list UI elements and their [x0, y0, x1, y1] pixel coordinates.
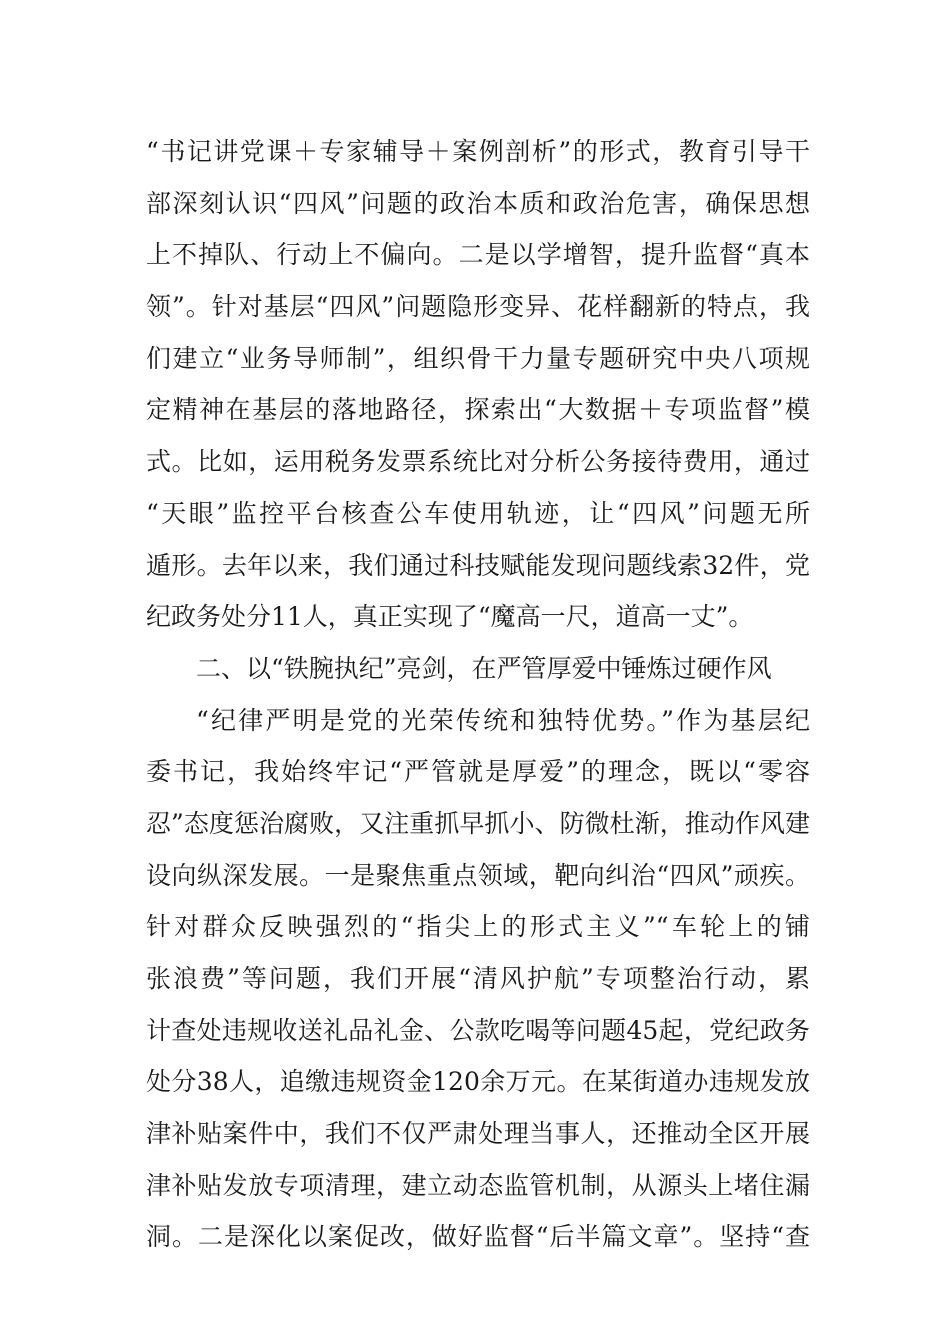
text-line: 部深刻认识“四风”问题的政治本质和政治危害，确保思想: [146, 188, 810, 218]
text-line: 针对群众反映强烈的“指尖上的形式主义”“车轮上的铺: [146, 912, 810, 942]
text-line: 设向纵深发展。一是聚焦重点领域，靶向纠治“四风”顽疾。: [146, 860, 810, 890]
text-line: “书记讲党课＋专家辅导＋案例剖析”的形式，教育引导干: [146, 137, 810, 166]
text-line: 忍”态度惩治腐败，又注重抓早抓小、防微杜渐，推动作风建: [146, 808, 810, 838]
text-line: 定精神在基层的落地路径，探索出“大数据＋专项监督”模: [146, 395, 810, 425]
text-line: 们建立“业务导师制”，组织骨干力量专题研究中央八项规: [146, 343, 810, 373]
text-line: 式。比如，运用税务发票系统比对分析公务接待费用，通过: [146, 447, 810, 477]
text-line: 上不掉队、行动上不偏向。二是以学增智，提升监督“真本: [146, 240, 810, 270]
text-line: 津补贴发放专项清理，建立动态监管机制，从源头上堵住漏: [146, 1170, 810, 1200]
text-line: 处分38人，追缴违规资金120余万元。在某街道办违规发放: [146, 1067, 810, 1097]
text-line: 津补贴案件中，我们不仅严肃处理当事人，还推动全区开展: [146, 1119, 810, 1149]
text-line: “天眼”监控平台核查公车使用轨迹，让“四风”问题无所: [146, 498, 810, 528]
text-line: 张浪费”等问题，我们开展“清风护航”专项整治行动，累: [146, 964, 810, 993]
text-line: 委书记，我始终牢记“严管就是厚爱”的理念，既以“零容: [146, 757, 810, 787]
text-line: 遁形。去年以来，我们通过科技赋能发现问题线索32件，党: [146, 550, 810, 580]
text-line: 领”。针对基层“四风”问题隐形变异、花样翻新的特点，我: [146, 292, 810, 322]
document-body: [146, 126, 810, 1263]
text-line: 计查处违规收送礼品礼金、公款吃喝等问题45起，党纪政务: [146, 1015, 810, 1045]
section-heading: 二、以“铁腕执纪”亮剑，在严管厚爱中锤炼过硬作风: [196, 653, 772, 683]
text-line: 洞。二是深化以案促改，做好监督“后半篇文章”。坚持“查: [146, 1222, 810, 1252]
text-line: “纪律严明是党的光荣传统和独特优势。”作为基层纪: [196, 705, 810, 735]
text-line: 纪政务处分11人，真正实现了“魔高一尺，道高一丈”。: [146, 602, 754, 632]
